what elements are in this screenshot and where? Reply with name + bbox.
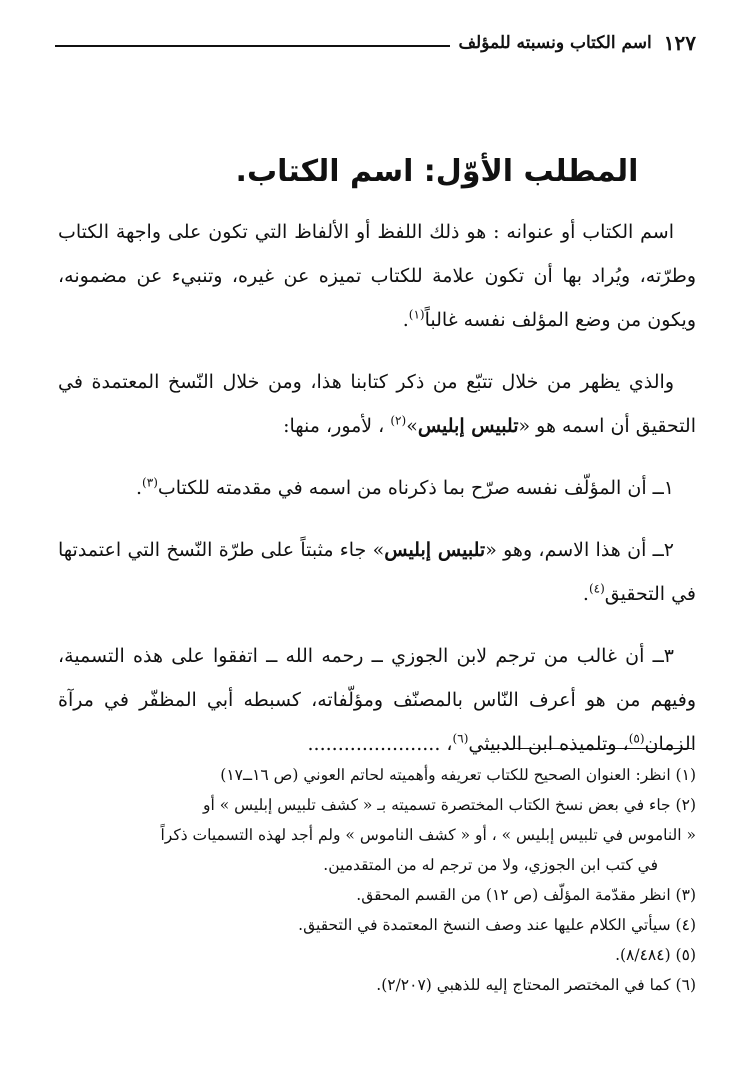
footnote-ref-1[interactable]: (١) [408, 307, 425, 322]
running-title: اسم الكتاب ونسبته للمؤلف [458, 33, 652, 53]
footnote-ref-6[interactable]: (٦) [452, 731, 469, 746]
footnote-ref-3[interactable]: (٣) [142, 475, 158, 490]
footnote-ref-4[interactable]: (٤) [588, 581, 605, 596]
paragraph-2 [58, 360, 696, 448]
footnote-2-cont: « الناموس في تلبيس إبليس » ، أو « كشف الناموس » ولم أجد لهذه التسميات ذكراً [160, 826, 696, 844]
section-title: المطلب الأوّل: اسم الكتاب. [235, 154, 639, 189]
footnote-separator [487, 748, 692, 749]
running-header [55, 28, 696, 58]
footnote-3: (٣) انظر مقدّمة المؤلّف (ص ١٢) من القسم المحقق. [356, 886, 696, 904]
paragraph-4-text-b: » جاء مثبتاً على طرّة النّسخ التي اعتمدتها في التحقيق [58, 539, 696, 605]
paragraph-4 [58, 528, 696, 616]
paragraph-5-text-b: ، وتلميذه ابن الدبيثي [468, 733, 629, 755]
footnote-6: (٦) كما في المختصر المحتاج إليه للذهبي (٢/٢٠٧). [376, 976, 696, 994]
footnote-4: (٤) سيأتي الكلام عليها عند وصف النسخ المعتمدة في التحقيق. [298, 916, 696, 934]
paragraph-3-text: ١ــ أن المؤلّف نفسه صرّح بما ذكرناه من اسمه في مقدمته للكتاب [157, 477, 674, 499]
paragraph-1-text: اسم الكتاب أو عنوانه : هو ذلك اللفظ أو الألفاظ التي تكون على واجهة الكتاب وطرّته، ويُراد بها أن تكون علامة للكتاب تميزه عن غيره، وتنبيء عن مضمونه، ويكون من وضع المؤلف نفسه غالباً [58, 221, 696, 331]
footnote-2-cont-2: في كتب ابن الجوزي، ولا من ترجم له من المتقدمين. [323, 856, 658, 874]
body-text [58, 210, 696, 784]
paragraph-4-text-a: ٢ــ أن هذا الاسم، وهو « [485, 539, 675, 561]
footnote-5: (٥) (٨/٤٨٤). [615, 946, 696, 964]
paragraph-1 [58, 210, 696, 342]
paragraph-5 [58, 634, 696, 766]
paragraph-2-text-a: والذي يظهر من خلال تتبّع من ذكر كتابنا هذا، ومن خلال النّسخ المعتمدة في التحقيق أن اسمه هو « [58, 371, 696, 437]
paragraph-3-end: . [136, 477, 143, 499]
paragraph-5-text-a: ٣ــ أن غالب من ترجم لابن الجوزي ــ رحمه الله ــ اتفقوا على هذه التسمية، وفيهم من هو أعرف النّاس بالمصنّف ومؤلّفاته، كسبطه أبي المظفّر في مرآة الزمان [58, 645, 696, 755]
footnote-2: (٢) جاء في بعض نسخ الكتاب المختصرة تسميته بـ « كشف تلبيس إبليس » أو [202, 796, 696, 814]
book-title-bold: تلبيس إبليس [417, 415, 519, 437]
footnote-1: (١) انظر: العنوان الصحيح للكتاب تعريفه وأهميته لحاتم العوني (ص ١٦ــ١٧) [220, 766, 696, 784]
paragraph-3 [58, 466, 696, 510]
footnote-ref-2[interactable]: (٢) [390, 413, 407, 428]
paragraph-1-end: . [402, 309, 409, 331]
paragraph-5-text-c: ، ...................... [307, 733, 453, 755]
paragraph-2-text-c: ، لأمور، منها: [283, 415, 391, 437]
header-rule [55, 45, 450, 47]
page-number: ١٢٧ [663, 31, 696, 55]
footnote-ref-5[interactable]: (٥) [628, 731, 645, 746]
footnotes [58, 760, 696, 1000]
book-title-bold-2: تلبيس إبليس [384, 539, 486, 561]
paragraph-2-text-b: » [406, 415, 418, 437]
paragraph-4-end: . [582, 583, 589, 605]
